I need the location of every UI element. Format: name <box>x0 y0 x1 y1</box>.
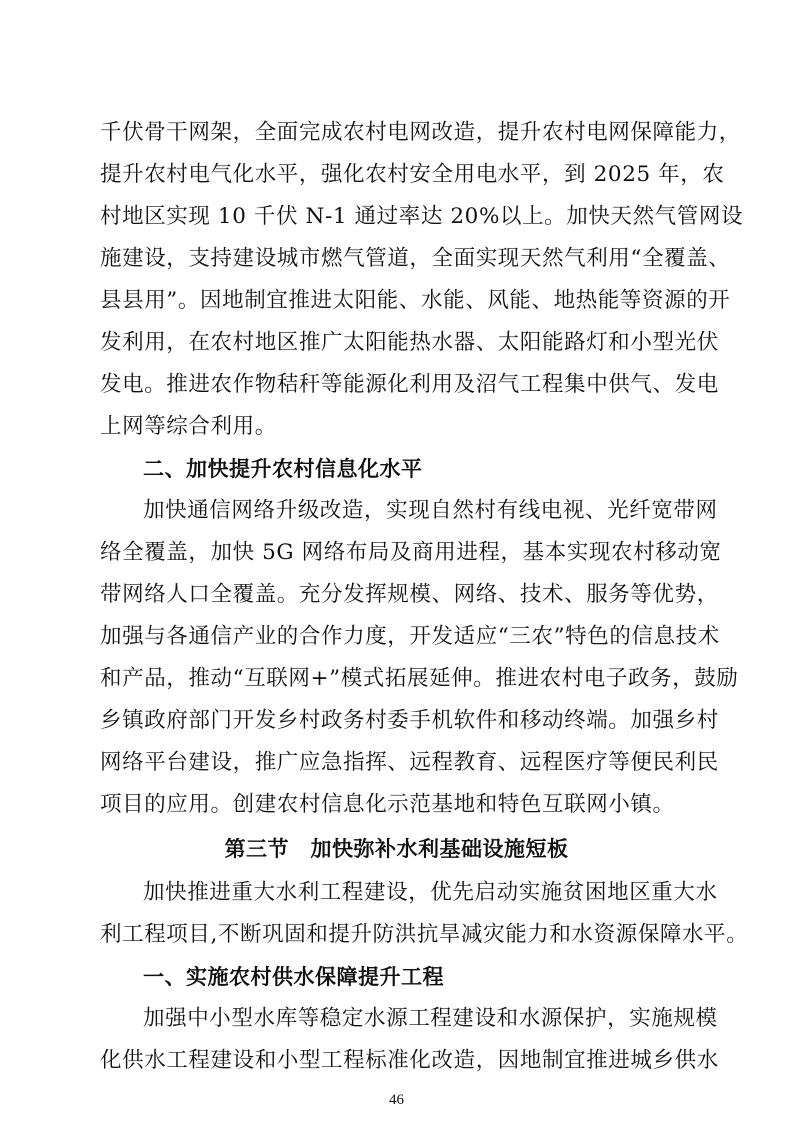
text-line: 发电。推进农作物秸秆等能源化利用及沼气工程集中供气、发电 <box>100 372 719 397</box>
text-line: 带网络人口全覆盖。充分发挥规模、网络、技术、服务等优势， <box>100 582 719 607</box>
text-line: 加强与各通信产业的合作力度，开发适应“三农”特色的信息技术 <box>100 624 720 649</box>
text-line: 发利用，在农村地区推广太阳能热水器、太阳能路灯和小型光伏 <box>100 330 719 355</box>
text-line: 和产品，推动“互联网+”模式拓展延伸。推进农村电子政务，鼓励 <box>100 666 739 691</box>
text-line: 利工程项目,不断巩固和提升防洪抗旱减灾能力和水资源保障水平。 <box>100 922 749 947</box>
text-line: 乡镇政府部门开发乡村政务村委手机软件和移动终端。加强乡村 <box>100 708 719 733</box>
text-line: 项目的应用。创建农村信息化示范基地和特色互联网小镇。 <box>100 792 675 817</box>
text-line: 村地区实现 10 千伏 N-1 通过率达 20%以上。加快天然气管网设 <box>100 204 744 229</box>
text-line: 络全覆盖，加快 5G 网络布局及商用进程，基本实现农村移动宽 <box>100 540 722 565</box>
subsection-heading: 二、加快提升农村信息化水平 <box>143 457 423 481</box>
text-line: 提升农村电气化水平，强化农村安全用电水平，到 2025 年，农 <box>100 162 725 187</box>
text-line: 网络平台建设，推广应急指挥、远程教育、远程医疗等便民利民 <box>100 750 719 775</box>
text-line: 加强中小型水库等稳定水源工程建设和水源保护，实施规模 <box>143 1006 718 1031</box>
text-line: 加快通信网络升级改造，实现自然村有线电视、光纤宽带网 <box>143 498 718 523</box>
text-line: 施建设，支持建设城市燃气管道，全面实现天然气利用“全覆盖、 <box>100 246 731 271</box>
page-number: 46 <box>389 1092 404 1108</box>
text-line: 千伏骨干网架，全面完成农村电网改造，提升农村电网保障能力， <box>100 120 741 145</box>
section-heading: 第三节 加快弥补水利基础设施短板 <box>224 837 569 861</box>
text-line: 上网等综合利用。 <box>100 414 277 439</box>
text-line: 加快推进重大水利工程建设，优先启动实施贫困地区重大水 <box>143 880 718 905</box>
text-line: 县县用”。因地制宜推进太阳能、水能、风能、地热能等资源的开 <box>100 288 731 313</box>
subsection-heading: 一、实施农村供水保障提升工程 <box>143 965 444 989</box>
text-line: 化供水工程建设和小型工程标准化改造，因地制宜推进城乡供水 <box>100 1048 719 1073</box>
